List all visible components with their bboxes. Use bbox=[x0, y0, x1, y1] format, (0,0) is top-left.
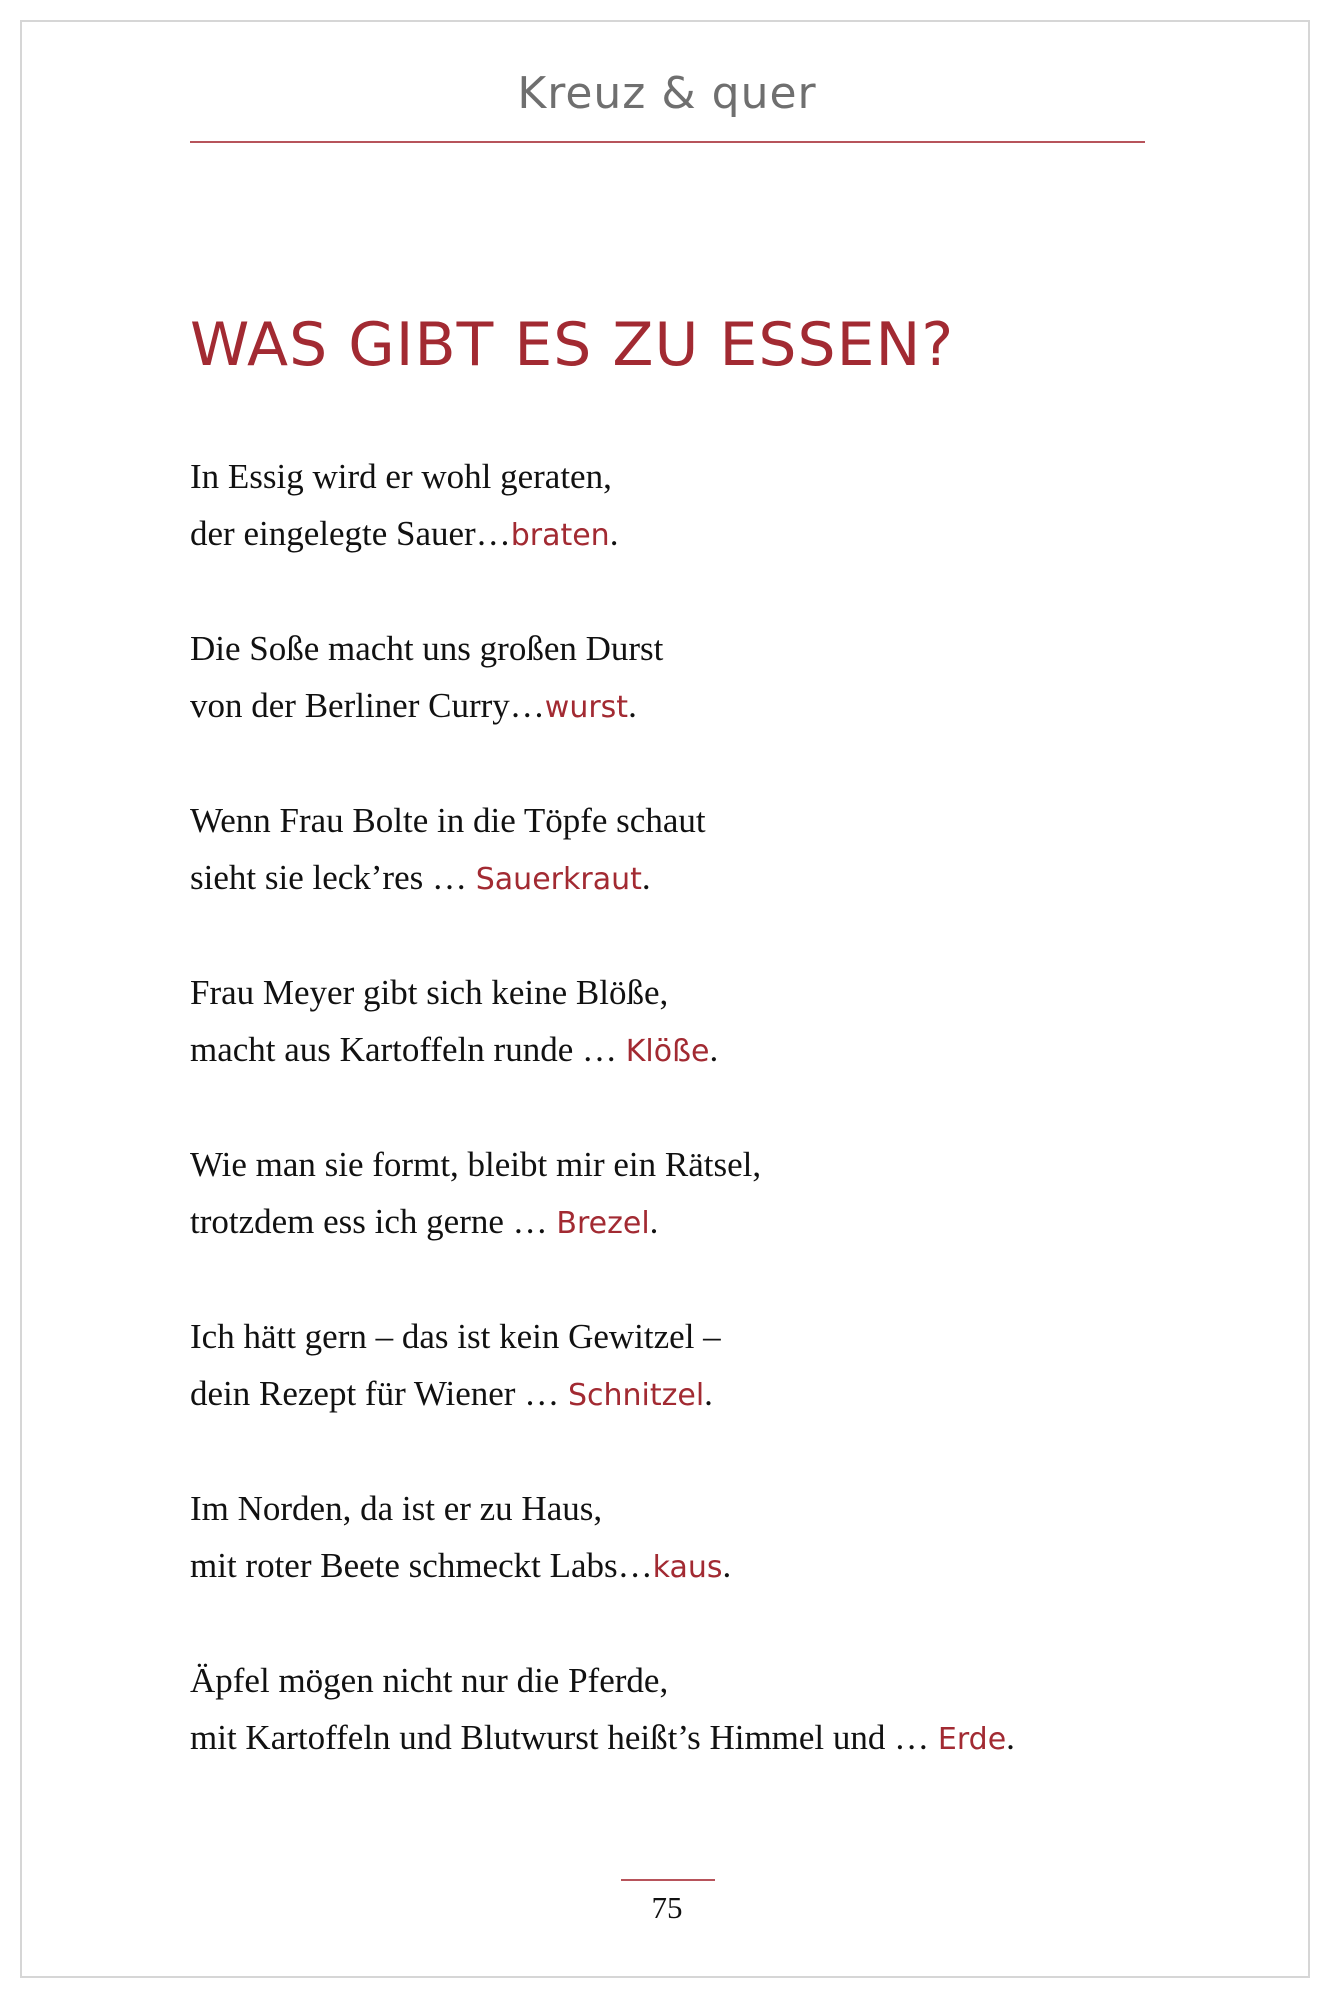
line-suffix: . bbox=[704, 1374, 713, 1413]
stanza-2 bbox=[190, 620, 1190, 792]
line-suffix: . bbox=[628, 686, 637, 725]
line-prefix: trotzdem ess ich gerne … bbox=[190, 1202, 557, 1241]
line-prefix: dein Rezept für Wiener … bbox=[190, 1374, 568, 1413]
footer-rule bbox=[621, 1879, 715, 1881]
header-rule bbox=[190, 141, 1145, 143]
stanza-line-1: Wenn Frau Bolte in die Töpfe schaut bbox=[190, 801, 706, 840]
stanza-line-1: Im Norden, da ist er zu Haus, bbox=[190, 1489, 603, 1528]
line-prefix: sieht sie leck’res … bbox=[190, 858, 476, 897]
poem bbox=[190, 448, 1190, 1824]
line-suffix: . bbox=[649, 1202, 659, 1241]
stanza-line-1: Ich hätt gern – das ist kein Gewitzel – bbox=[190, 1317, 721, 1356]
stanza-line-2 bbox=[190, 677, 1190, 736]
page-title: WAS GIBT ES ZU ESSEN? bbox=[190, 310, 955, 380]
stanza-line-2 bbox=[190, 1193, 1190, 1252]
stanza-8 bbox=[190, 1652, 1190, 1824]
stanza-line-2 bbox=[190, 505, 1190, 564]
stanza-6 bbox=[190, 1308, 1190, 1480]
answer-word: kaus bbox=[652, 1550, 723, 1585]
page-number: 75 bbox=[651, 1890, 683, 1925]
line-prefix: von der Berliner Curry… bbox=[190, 686, 545, 725]
stanza-7 bbox=[190, 1480, 1190, 1652]
line-suffix: . bbox=[722, 1546, 732, 1585]
running-head: Kreuz & quer bbox=[517, 68, 817, 119]
line-prefix: mit Kartoffeln und Blutwurst heißt’s Himmel und … bbox=[190, 1718, 938, 1757]
answer-word: Erde bbox=[937, 1722, 1007, 1757]
line-suffix: . bbox=[709, 1030, 719, 1069]
line-prefix: macht aus Kartoffeln runde … bbox=[190, 1030, 626, 1069]
stanza-line-1: Wie man sie formt, bleibt mir ein Rätsel, bbox=[190, 1145, 762, 1184]
line-suffix: . bbox=[641, 858, 651, 897]
line-prefix: der eingelegte Sauer… bbox=[190, 514, 511, 553]
line-suffix: . bbox=[1006, 1718, 1015, 1757]
stanza-line-1: Frau Meyer gibt sich keine Blöße, bbox=[190, 973, 669, 1012]
line-prefix: mit roter Beete schmeckt Labs… bbox=[190, 1546, 653, 1585]
stanza-5 bbox=[190, 1136, 1190, 1308]
line-suffix: . bbox=[609, 514, 619, 553]
stanza-line-2 bbox=[190, 1537, 1190, 1596]
stanza-line-2 bbox=[190, 849, 1190, 908]
stanza-4 bbox=[190, 964, 1190, 1136]
answer-word: Brezel bbox=[556, 1206, 650, 1241]
stanza-line-1: Äpfel mögen nicht nur die Pferde, bbox=[190, 1661, 669, 1700]
stanza-line-2 bbox=[190, 1709, 1190, 1768]
stanza-1 bbox=[190, 448, 1190, 620]
stanza-3 bbox=[190, 792, 1190, 964]
answer-word: Schnitzel bbox=[567, 1378, 705, 1413]
answer-word: wurst bbox=[544, 690, 629, 725]
stanza-line-1: In Essig wird er wohl geraten, bbox=[190, 457, 612, 496]
answer-word: Sauerkraut bbox=[475, 862, 642, 897]
stanza-line-1: Die Soße macht uns großen Durst bbox=[190, 629, 664, 668]
stanza-line-2 bbox=[190, 1365, 1190, 1424]
answer-word: braten bbox=[510, 518, 610, 553]
stanza-line-2 bbox=[190, 1021, 1190, 1080]
answer-word: Klöße bbox=[625, 1034, 710, 1069]
